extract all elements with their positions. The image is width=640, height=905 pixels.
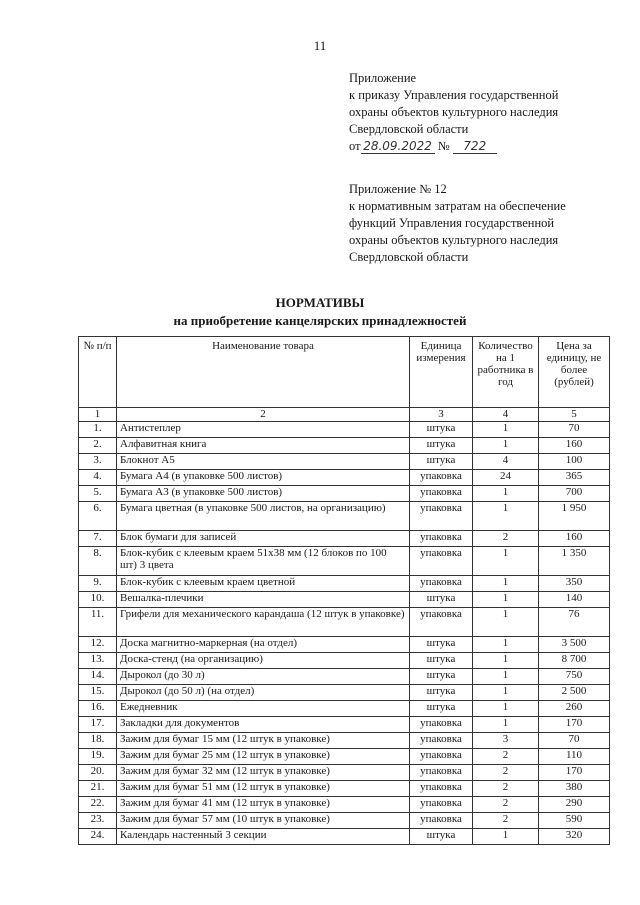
row-number: 18. xyxy=(79,733,117,749)
row-number: 9. xyxy=(79,576,117,592)
item-quantity: 1 xyxy=(473,701,539,717)
item-unit: штука xyxy=(410,701,473,717)
item-name: Зажим для бумаг 32 мм (12 штук в упаковке) xyxy=(117,765,410,781)
item-price: 8 700 xyxy=(539,653,610,669)
item-name: Грифели для механического карандаша (12 штук в упаковке) xyxy=(117,608,410,637)
row-number: 7. xyxy=(79,531,117,547)
table-row xyxy=(79,502,610,531)
row-number: 5. xyxy=(79,486,117,502)
item-price: 160 xyxy=(539,531,610,547)
table-row xyxy=(79,733,610,749)
table-row xyxy=(79,592,610,608)
table-row xyxy=(79,637,610,653)
item-quantity: 2 xyxy=(473,765,539,781)
item-name: Дырокол (до 30 л) xyxy=(117,669,410,685)
item-unit: упаковка xyxy=(410,781,473,797)
table-row xyxy=(79,576,610,592)
table-row xyxy=(79,749,610,765)
item-unit: упаковка xyxy=(410,765,473,781)
table-row xyxy=(79,653,610,669)
row-number: 14. xyxy=(79,669,117,685)
column-number: 2 xyxy=(117,408,410,422)
appendix-12-block xyxy=(349,181,566,266)
item-price: 350 xyxy=(539,576,610,592)
order-date-number-line xyxy=(349,138,558,155)
table-row xyxy=(79,547,610,576)
item-quantity: 24 xyxy=(473,470,539,486)
item-quantity: 4 xyxy=(473,454,539,470)
item-quantity: 1 xyxy=(473,717,539,733)
table-row xyxy=(79,685,610,701)
item-quantity: 2 xyxy=(473,813,539,829)
item-name: Доска магнитно-маркерная (на отдел) xyxy=(117,637,410,653)
row-number: 1. xyxy=(79,422,117,438)
item-unit: упаковка xyxy=(410,813,473,829)
appendix-order-block xyxy=(349,70,558,155)
item-unit: штука xyxy=(410,422,473,438)
row-number: 16. xyxy=(79,701,117,717)
column-number: 4 xyxy=(473,408,539,422)
appendix-12-line: Приложение № 12 xyxy=(349,182,447,196)
table-row xyxy=(79,438,610,454)
item-name: Дырокол (до 50 л) (на отдел) xyxy=(117,685,410,701)
item-unit: упаковка xyxy=(410,531,473,547)
item-name: Блок-кубик с клеевым краем 51х38 мм (12 блоков по 100 шт) 3 цвета xyxy=(117,547,410,576)
table-row xyxy=(79,486,610,502)
column-number: 3 xyxy=(410,408,473,422)
appendix-order-line: Свердловской области xyxy=(349,122,469,136)
item-unit: упаковка xyxy=(410,797,473,813)
table-row xyxy=(79,470,610,486)
item-price: 140 xyxy=(539,592,610,608)
row-number: 2. xyxy=(79,438,117,454)
item-unit: упаковка xyxy=(410,486,473,502)
item-name: Календарь настенный 3 секции xyxy=(117,829,410,845)
column-number: 1 xyxy=(79,408,117,422)
item-quantity: 1 xyxy=(473,422,539,438)
appendix-order-line: к приказу Управления государственной xyxy=(349,88,559,102)
document-subtitle: на приобретение канцелярских принадлежностей xyxy=(173,313,467,328)
item-price: 170 xyxy=(539,765,610,781)
header-no: № п/п xyxy=(79,337,117,408)
appendix-order-line: Приложение xyxy=(349,71,417,85)
row-number: 6. xyxy=(79,502,117,531)
table-row xyxy=(79,765,610,781)
item-name: Доска-стенд (на организацию) xyxy=(117,653,410,669)
appendix-12-line: функций Управления государственной xyxy=(349,216,555,230)
column-numbering-row xyxy=(79,408,610,422)
row-number: 13. xyxy=(79,653,117,669)
item-unit: упаковка xyxy=(410,749,473,765)
table-row xyxy=(79,701,610,717)
item-name: Зажим для бумаг 15 мм (12 штук в упаковке) xyxy=(117,733,410,749)
item-name: Бумага цветная (в упаковке 500 листов, на организацию) xyxy=(117,502,410,531)
table-row xyxy=(79,669,610,685)
row-number: 19. xyxy=(79,749,117,765)
item-quantity: 1 xyxy=(473,669,539,685)
table-row xyxy=(79,608,610,637)
row-number: 22. xyxy=(79,797,117,813)
item-name: Зажим для бумаг 25 мм (12 штук в упаковке) xyxy=(117,749,410,765)
item-price: 290 xyxy=(539,797,610,813)
item-price: 365 xyxy=(539,470,610,486)
row-number: 11. xyxy=(79,608,117,637)
table-row xyxy=(79,781,610,797)
item-name: Алфавитная книга xyxy=(117,438,410,454)
row-number: 4. xyxy=(79,470,117,486)
appendix-12-line: Свердловской области xyxy=(349,250,469,264)
item-price: 1 350 xyxy=(539,547,610,576)
item-price: 70 xyxy=(539,733,610,749)
order-number-handwritten: 722 xyxy=(453,139,497,154)
appendix-12-line: охраны объектов культурного наследия xyxy=(349,233,559,247)
item-name: Ежедневник xyxy=(117,701,410,717)
item-price: 590 xyxy=(539,813,610,829)
item-unit: штука xyxy=(410,653,473,669)
item-price: 1 950 xyxy=(539,502,610,531)
item-name: Зажим для бумаг 57 мм (10 штук в упаковке) xyxy=(117,813,410,829)
item-name: Закладки для документов xyxy=(117,717,410,733)
table-row xyxy=(79,829,610,845)
item-quantity: 1 xyxy=(473,576,539,592)
item-price: 700 xyxy=(539,486,610,502)
item-name: Бумага А3 (в упаковке 500 листов) xyxy=(117,486,410,502)
header-name: Наименование товара xyxy=(117,337,410,408)
row-number: 23. xyxy=(79,813,117,829)
item-unit: штука xyxy=(410,454,473,470)
item-name: Зажим для бумаг 41 мм (12 штук в упаковке) xyxy=(117,797,410,813)
item-name: Блок бумаги для записей xyxy=(117,531,410,547)
item-unit: упаковка xyxy=(410,470,473,486)
row-number: 10. xyxy=(79,592,117,608)
from-label: от xyxy=(349,139,361,153)
item-price: 3 500 xyxy=(539,637,610,653)
item-name: Блокнот А5 xyxy=(117,454,410,470)
item-name: Антистеплер xyxy=(117,422,410,438)
item-quantity: 1 xyxy=(473,653,539,669)
header-price: Цена за единицу, не более (рублей) xyxy=(539,337,610,408)
item-unit: упаковка xyxy=(410,576,473,592)
row-number: 24. xyxy=(79,829,117,845)
row-number: 12. xyxy=(79,637,117,653)
item-unit: штука xyxy=(410,829,473,845)
item-quantity: 2 xyxy=(473,749,539,765)
norms-table xyxy=(78,336,610,845)
appendix-order-line: охраны объектов культурного наследия xyxy=(349,105,559,119)
item-quantity: 1 xyxy=(473,685,539,701)
item-quantity: 2 xyxy=(473,797,539,813)
item-price: 260 xyxy=(539,701,610,717)
item-quantity: 1 xyxy=(473,502,539,531)
item-price: 160 xyxy=(539,438,610,454)
item-unit: упаковка xyxy=(410,502,473,531)
document-title: НОРМАТИВЫ xyxy=(275,295,365,310)
item-price: 170 xyxy=(539,717,610,733)
item-unit: штука xyxy=(410,669,473,685)
item-unit: штука xyxy=(410,685,473,701)
item-name: Блок-кубик с клеевым краем цветной xyxy=(117,576,410,592)
item-unit: упаковка xyxy=(410,547,473,576)
row-number: 15. xyxy=(79,685,117,701)
number-label: № xyxy=(437,139,450,153)
table-row xyxy=(79,454,610,470)
row-number: 20. xyxy=(79,765,117,781)
column-number: 5 xyxy=(539,408,610,422)
item-unit: штука xyxy=(410,592,473,608)
header-unit: Единица измерения xyxy=(410,337,473,408)
header-qty: Количество на 1 работника в год xyxy=(473,337,539,408)
item-quantity: 1 xyxy=(473,592,539,608)
item-price: 750 xyxy=(539,669,610,685)
item-quantity: 1 xyxy=(473,637,539,653)
table-header-row xyxy=(79,337,610,408)
item-price: 2 500 xyxy=(539,685,610,701)
item-quantity: 2 xyxy=(473,781,539,797)
table-row xyxy=(79,717,610,733)
row-number: 21. xyxy=(79,781,117,797)
row-number: 8. xyxy=(79,547,117,576)
row-number: 3. xyxy=(79,454,117,470)
item-unit: штука xyxy=(410,637,473,653)
item-price: 76 xyxy=(539,608,610,637)
item-quantity: 1 xyxy=(473,829,539,845)
row-number: 17. xyxy=(79,717,117,733)
item-unit: штука xyxy=(410,438,473,454)
item-price: 320 xyxy=(539,829,610,845)
item-quantity: 1 xyxy=(473,608,539,637)
table-row xyxy=(79,422,610,438)
item-price: 70 xyxy=(539,422,610,438)
item-name: Вешалка-плечики xyxy=(117,592,410,608)
item-unit: упаковка xyxy=(410,733,473,749)
item-price: 110 xyxy=(539,749,610,765)
item-quantity: 2 xyxy=(473,531,539,547)
item-name: Бумага А4 (в упаковке 500 листов) xyxy=(117,470,410,486)
table-row xyxy=(79,531,610,547)
item-quantity: 3 xyxy=(473,733,539,749)
order-date-handwritten: 28.09.2022 xyxy=(361,139,435,154)
item-unit: упаковка xyxy=(410,608,473,637)
table-body xyxy=(79,408,610,845)
item-price: 100 xyxy=(539,454,610,470)
table-row xyxy=(79,813,610,829)
item-name: Зажим для бумаг 51 мм (12 штук в упаковке) xyxy=(117,781,410,797)
item-quantity: 1 xyxy=(473,547,539,576)
item-quantity: 1 xyxy=(473,486,539,502)
page-number: 11 xyxy=(313,38,327,53)
appendix-12-line: к нормативным затратам на обеспечение xyxy=(349,199,566,213)
item-unit: упаковка xyxy=(410,717,473,733)
table-row xyxy=(79,797,610,813)
item-price: 380 xyxy=(539,781,610,797)
item-quantity: 1 xyxy=(473,438,539,454)
